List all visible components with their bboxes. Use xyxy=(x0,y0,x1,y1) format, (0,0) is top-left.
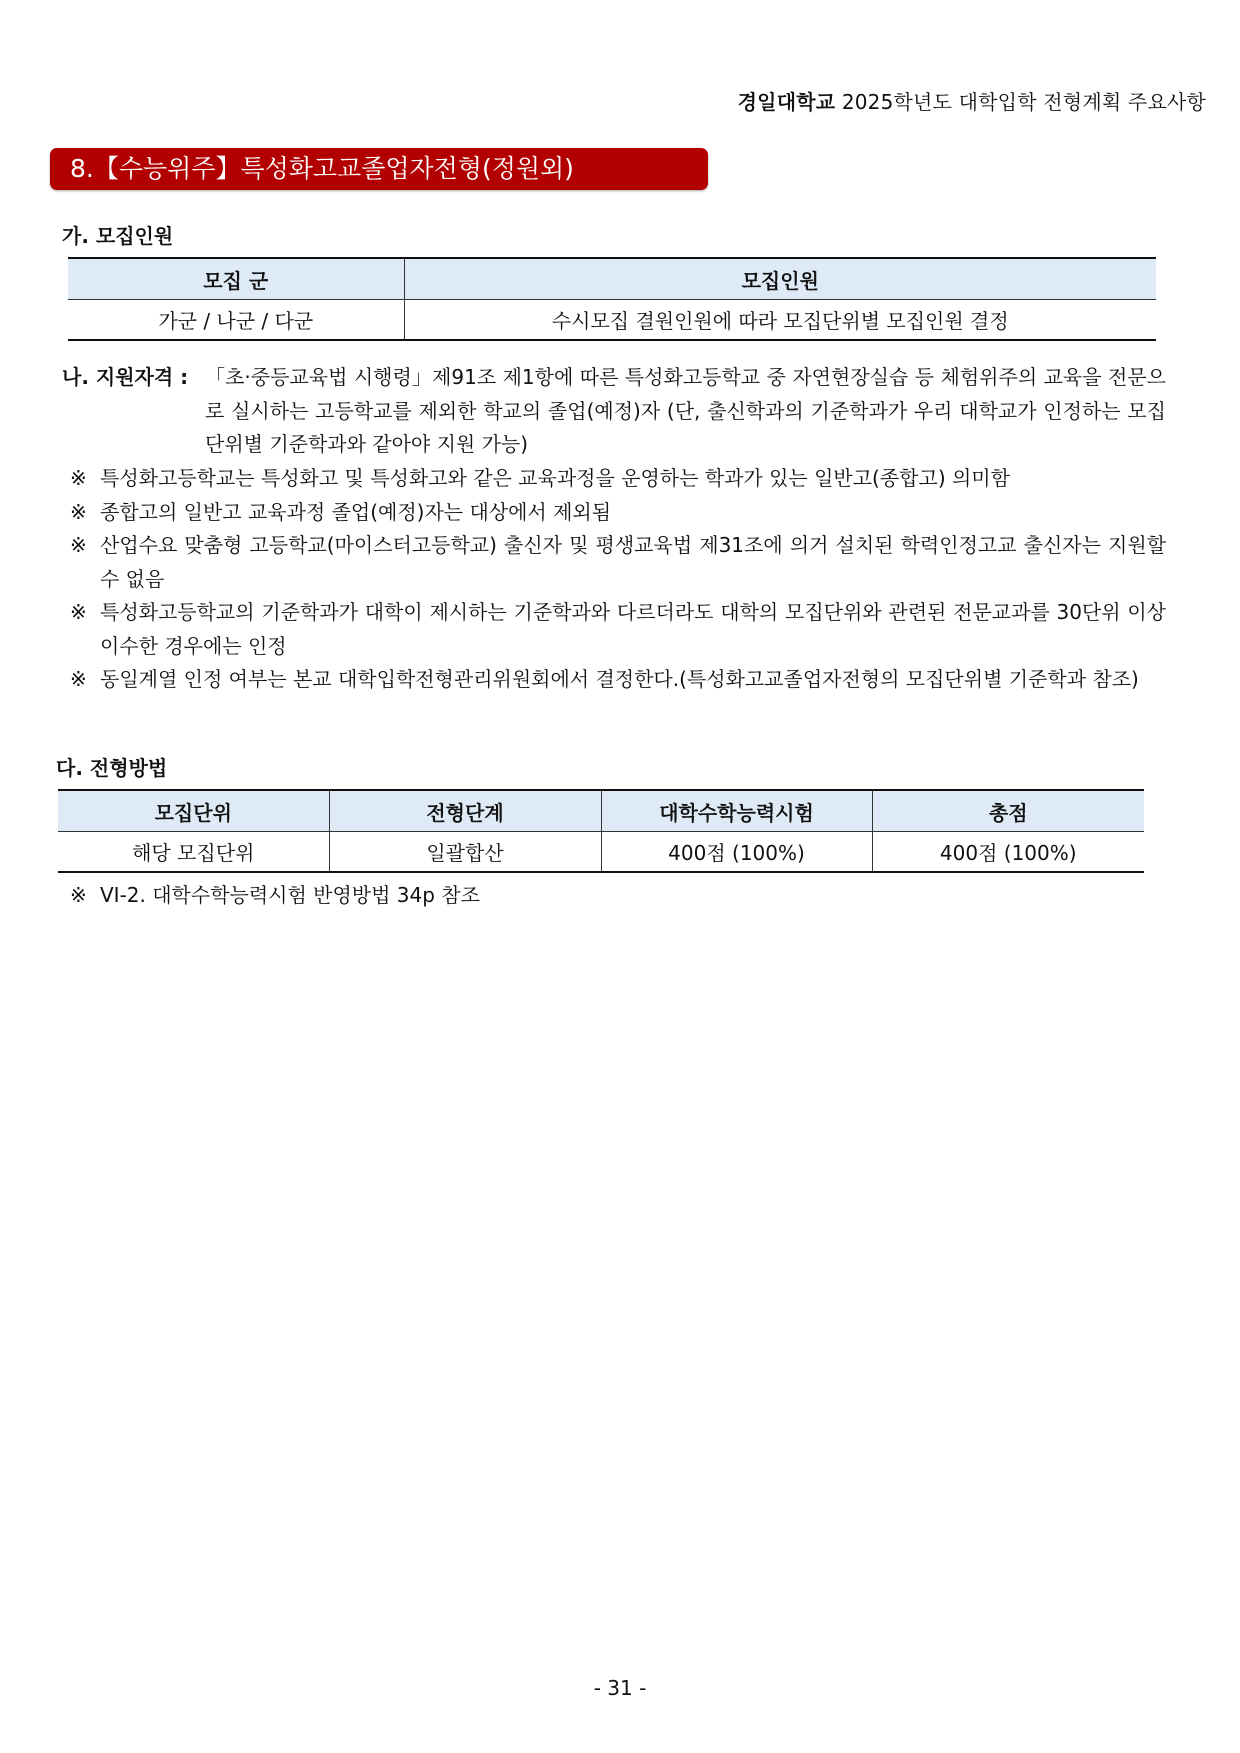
column-header: 전형단계 xyxy=(329,790,601,832)
note-mark: ※ xyxy=(70,667,87,691)
table-cell: 가군 / 나군 / 다군 xyxy=(68,300,404,341)
note-mark: ※ xyxy=(70,499,87,524)
column-header: 모집인원 xyxy=(404,258,1156,300)
table-row xyxy=(68,300,1156,341)
table-cell: 400점 (100%) xyxy=(872,832,1144,873)
table-cell: 400점 (100%) xyxy=(601,832,872,873)
qualification-label: 나. 지원자격 : xyxy=(62,365,189,389)
list-item xyxy=(70,462,1166,496)
method-table xyxy=(58,789,1144,873)
list-item xyxy=(70,529,1166,596)
note-text: 동일계열 인정 여부는 본교 대학입학전형관리위원회에서 결정한다.(특성화고교졸업자전형의 모집단위별 기준학과 참조) xyxy=(100,667,1139,691)
note-mark: ※ xyxy=(70,883,87,907)
note-text: VI-2. 대학수학능력시험 반영방법 34p 참조 xyxy=(100,883,480,907)
list-item xyxy=(70,596,1166,663)
column-header: 대학수학능력시험 xyxy=(601,790,872,832)
note-text: 특성화고등학교의 기준학과가 대학이 제시하는 기준학과와 다르더라도 대학의 모집단위와 관련된 전문교과를 30단위 이상 이수한 경우에는 인정 xyxy=(100,600,1166,658)
note-text: 종합고의 일반고 교육과정 졸업(예정)자는 대상에서 제외됨 xyxy=(100,499,612,524)
table-row xyxy=(58,832,1144,873)
note-text: 산업수요 맞춤형 고등학교(마이스터고등학교) 출신자 및 평생교육법 제31조에 의거 설치된 학력인정고교 출신자는 지원할 수 없음 xyxy=(100,533,1166,591)
table-cell: 해당 모집단위 xyxy=(58,832,329,873)
column-header: 총점 xyxy=(872,790,1144,832)
method-note xyxy=(70,879,1166,913)
table-cell: 수시모집 결원인원에 따라 모집단위별 모집인원 결정 xyxy=(404,300,1156,341)
note-text: 특성화고등학교는 특성화고 및 특성화고와 같은 교육과정을 운영하는 학과가 있는 일반고(종합고) 의미함 xyxy=(100,466,1010,490)
header-title: 2025학년도 대학입학 전형계획 주요사항 xyxy=(841,90,1206,114)
column-header: 모집단위 xyxy=(58,790,329,832)
table-header-row xyxy=(58,790,1144,832)
method-heading: 다. 전형방법 xyxy=(56,756,168,780)
note-mark: ※ xyxy=(70,466,87,490)
section-title-bar: 8.【수능위주】특성화고교졸업자전형(정원외) xyxy=(50,148,708,190)
qualification-notes xyxy=(70,462,1166,697)
list-item xyxy=(70,879,1166,913)
note-mark: ※ xyxy=(70,600,87,624)
page-number: - 31 - xyxy=(593,1676,647,1700)
table-cell: 일괄합산 xyxy=(329,832,601,873)
table-header-row xyxy=(68,258,1156,300)
column-header: 모집 군 xyxy=(68,258,404,300)
note-mark: ※ xyxy=(70,533,87,557)
document-header xyxy=(738,86,1206,115)
list-item xyxy=(70,663,1166,697)
recruitment-table xyxy=(68,257,1156,341)
list-item xyxy=(70,496,1166,530)
recruitment-heading: 가. 모집인원 xyxy=(62,224,174,248)
header-university: 경일대학교 xyxy=(737,90,836,114)
qualification-section xyxy=(62,361,1166,462)
qualification-text: 「초·중등교육법 시행령」제91조 제1항에 따른 특성화고등학교 중 자연현장실습 등 체험위주의 교육을 전문으로 실시하는 고등학교를 제외한 학교의 졸업(예정)자 (단, 출신학과의 기준학과가 우리 대학교가 인정하는 모집단위별 기준학과와 같아야 지원 가능) xyxy=(205,365,1166,456)
